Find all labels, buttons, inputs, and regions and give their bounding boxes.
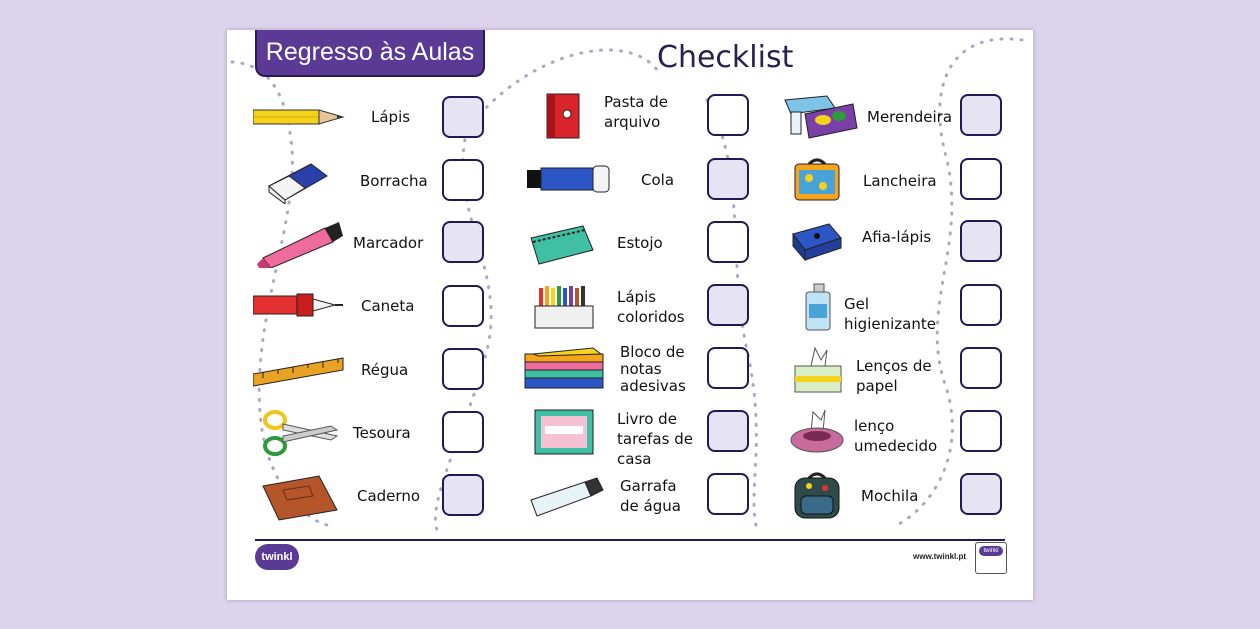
binder-icon: [543, 92, 583, 140]
checkbox-mochila[interactable]: [960, 473, 1002, 515]
item-label-borracha: Borracha: [360, 172, 428, 190]
checkbox-lapis[interactable]: [442, 96, 484, 138]
item-label-gel-higienizante: Gel higienizante: [844, 295, 936, 333]
colored-pencils-icon: [533, 284, 597, 330]
sticky-notes-icon: [523, 346, 605, 392]
pencil-icon: [253, 106, 345, 128]
item-label-mochila: Mochila: [861, 487, 919, 505]
hand-sanitizer-icon: [803, 282, 833, 332]
item-label-garrafa-de-agua: Garrafa de água: [620, 477, 681, 515]
badge-logo: twinkl: [979, 546, 1003, 556]
item-label-lapis: Lápis: [371, 108, 411, 126]
item-label-tesoura: Tesoura: [353, 424, 411, 442]
checkbox-merendeira[interactable]: [960, 94, 1002, 136]
checkbox-cola[interactable]: [707, 158, 749, 200]
checkbox-caderno[interactable]: [442, 474, 484, 516]
item-label-regua: Régua: [361, 361, 409, 379]
lunchbox-icon: [779, 94, 859, 142]
checkbox-caneta[interactable]: [442, 285, 484, 327]
wet-wipes-icon: [789, 408, 845, 454]
pencil-case-icon: [527, 220, 597, 268]
website-link[interactable]: www.twinkl.pt: [913, 552, 967, 561]
checkbox-lapis-coloridos[interactable]: [707, 284, 749, 326]
item-label-cola: Cola: [641, 171, 675, 189]
item-label-estojo: Estojo: [617, 234, 663, 252]
checkbox-bloco-de-notas-adesivas[interactable]: [707, 347, 749, 389]
item-label-lapis-coloridos: Lápis coloridos: [617, 288, 685, 326]
checkbox-livro-de-tarefas-de-casa[interactable]: [707, 410, 749, 452]
homework-book-icon: [533, 408, 595, 458]
item-label-bloco-de-notas-adesivas: Bloco de notas adesivas: [620, 343, 686, 395]
quality-badge: [975, 542, 1007, 574]
backpack-icon: [787, 470, 849, 520]
twinkl-logo: twinkl: [255, 544, 299, 570]
notebook-icon: [261, 474, 341, 522]
checkbox-tesoura[interactable]: [442, 411, 484, 453]
checkbox-regua[interactable]: [442, 348, 484, 390]
checkbox-lenco-umedecido[interactable]: [960, 410, 1002, 452]
eraser-icon: [265, 158, 331, 204]
marker-icon: [255, 220, 345, 268]
lunch-bag-icon: [791, 156, 843, 204]
item-label-caneta: Caneta: [361, 297, 415, 315]
item-label-caderno: Caderno: [357, 487, 421, 505]
checkbox-pasta-de-arquivo[interactable]: [707, 94, 749, 136]
tissue-box-icon: [793, 346, 843, 394]
checkbox-gel-higienizante[interactable]: [960, 284, 1002, 326]
checkbox-garrafa-de-agua[interactable]: [707, 473, 749, 515]
checkbox-afia-lapis[interactable]: [960, 220, 1002, 262]
glue-stick-icon: [525, 164, 611, 194]
item-label-lenco-umedecido: lenço umedecido: [854, 417, 938, 455]
sharpener-icon: [789, 220, 845, 262]
water-bottle-icon: [527, 476, 607, 520]
checkbox-estojo[interactable]: [707, 221, 749, 263]
item-label-marcador: Marcador: [353, 234, 424, 252]
item-label-livro-de-tarefas-de-casa: Livro de tarefas de casa: [617, 410, 693, 468]
checkbox-lancheira[interactable]: [960, 158, 1002, 200]
checkbox-lencos-de-papel[interactable]: [960, 347, 1002, 389]
footer-divider: [255, 539, 1005, 541]
item-label-lencos-de-papel: Lenços de papel: [856, 357, 932, 395]
checklist-title: Checklist: [657, 40, 794, 75]
scissors-icon: [261, 408, 339, 456]
item-label-afia-lapis: Afia-lápis: [862, 228, 932, 246]
item-label-lancheira: Lancheira: [863, 172, 937, 190]
item-label-pasta-de-arquivo: Pasta de arquivo: [604, 93, 668, 131]
worksheet-page: [227, 30, 1033, 600]
pen-icon: [253, 292, 345, 318]
title-tab: Regresso às Aulas: [255, 30, 485, 77]
item-label-merendeira: Merendeira: [867, 108, 953, 126]
checkbox-borracha[interactable]: [442, 159, 484, 201]
ruler-icon: [253, 354, 345, 388]
checkbox-marcador[interactable]: [442, 221, 484, 263]
